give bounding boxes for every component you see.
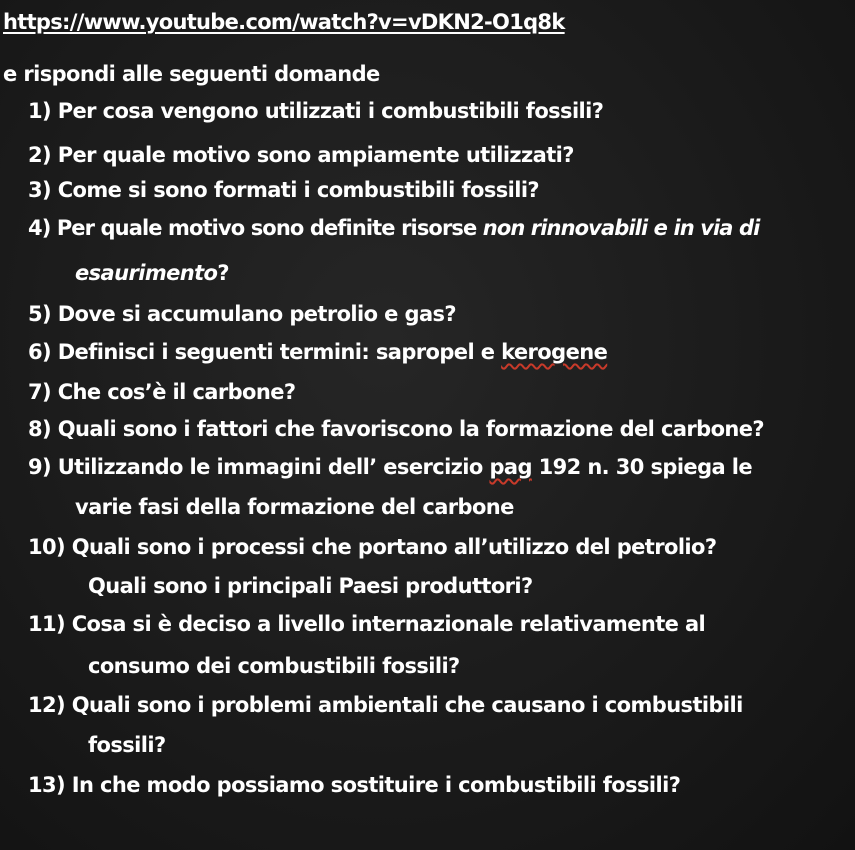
question-7: 7) Che cos’è il carbone? — [28, 380, 296, 404]
question-13: 13) In che modo possiamo sostituire i combustibili fossili? — [28, 773, 681, 797]
question-8: 8) Quali sono i fattori che favoriscono la formazione del carbone? — [28, 417, 764, 441]
question-1: 1) Per cosa vengono utilizzati i combustibili fossili? — [28, 99, 604, 123]
video-link[interactable]: https://www.youtube.com/watch?v=vDKN2-O1q8k — [3, 10, 565, 34]
question-6-spellcheck-word: kerogene — [501, 340, 608, 364]
question-9 — [28, 457, 752, 478]
question-4-text: 4) Per quale motivo sono definite risorse — [28, 216, 483, 240]
question-4-mark: ? — [217, 261, 229, 285]
question-9-continuation: varie fasi della formazione del carbone — [75, 495, 514, 519]
question-5: 5) Dove si accumulano petrolio e gas? — [28, 302, 457, 326]
question-10: 10) Quali sono i processi che portano all’utilizzo del petrolio? — [28, 535, 717, 559]
question-6 — [28, 342, 607, 363]
question-6-text: 6) Definisci i seguenti termini: sapropel e — [28, 340, 502, 364]
question-4-italic-end: esaurimento — [75, 261, 218, 285]
question-9-spellcheck-word: pag — [489, 455, 532, 479]
instructions-text: e rispondi alle seguenti domande — [3, 62, 380, 86]
question-12-continuation: fossili? — [88, 733, 166, 757]
question-4-continuation — [75, 263, 229, 284]
question-9-text-end: 192 n. 30 spiega le — [531, 455, 753, 479]
question-3: 3) Come si sono formati i combustibili fossili? — [28, 178, 540, 202]
question-11-continuation: consumo dei combustibili fossili? — [88, 654, 460, 678]
question-4 — [28, 218, 759, 239]
question-11: 11) Cosa si è deciso a livello internazionale relativamente al — [28, 612, 706, 636]
question-9-text: 9) Utilizzando le immagini dell’ esercizio — [28, 455, 490, 479]
question-12: 12) Quali sono i problemi ambientali che causano i combustibili — [28, 693, 743, 717]
question-4-italic-text: non rinnovabili e in via di — [482, 216, 760, 240]
question-10-continuation: Quali sono i principali Paesi produttori? — [88, 574, 533, 598]
question-2: 2) Per quale motivo sono ampiamente utilizzati? — [28, 143, 574, 167]
